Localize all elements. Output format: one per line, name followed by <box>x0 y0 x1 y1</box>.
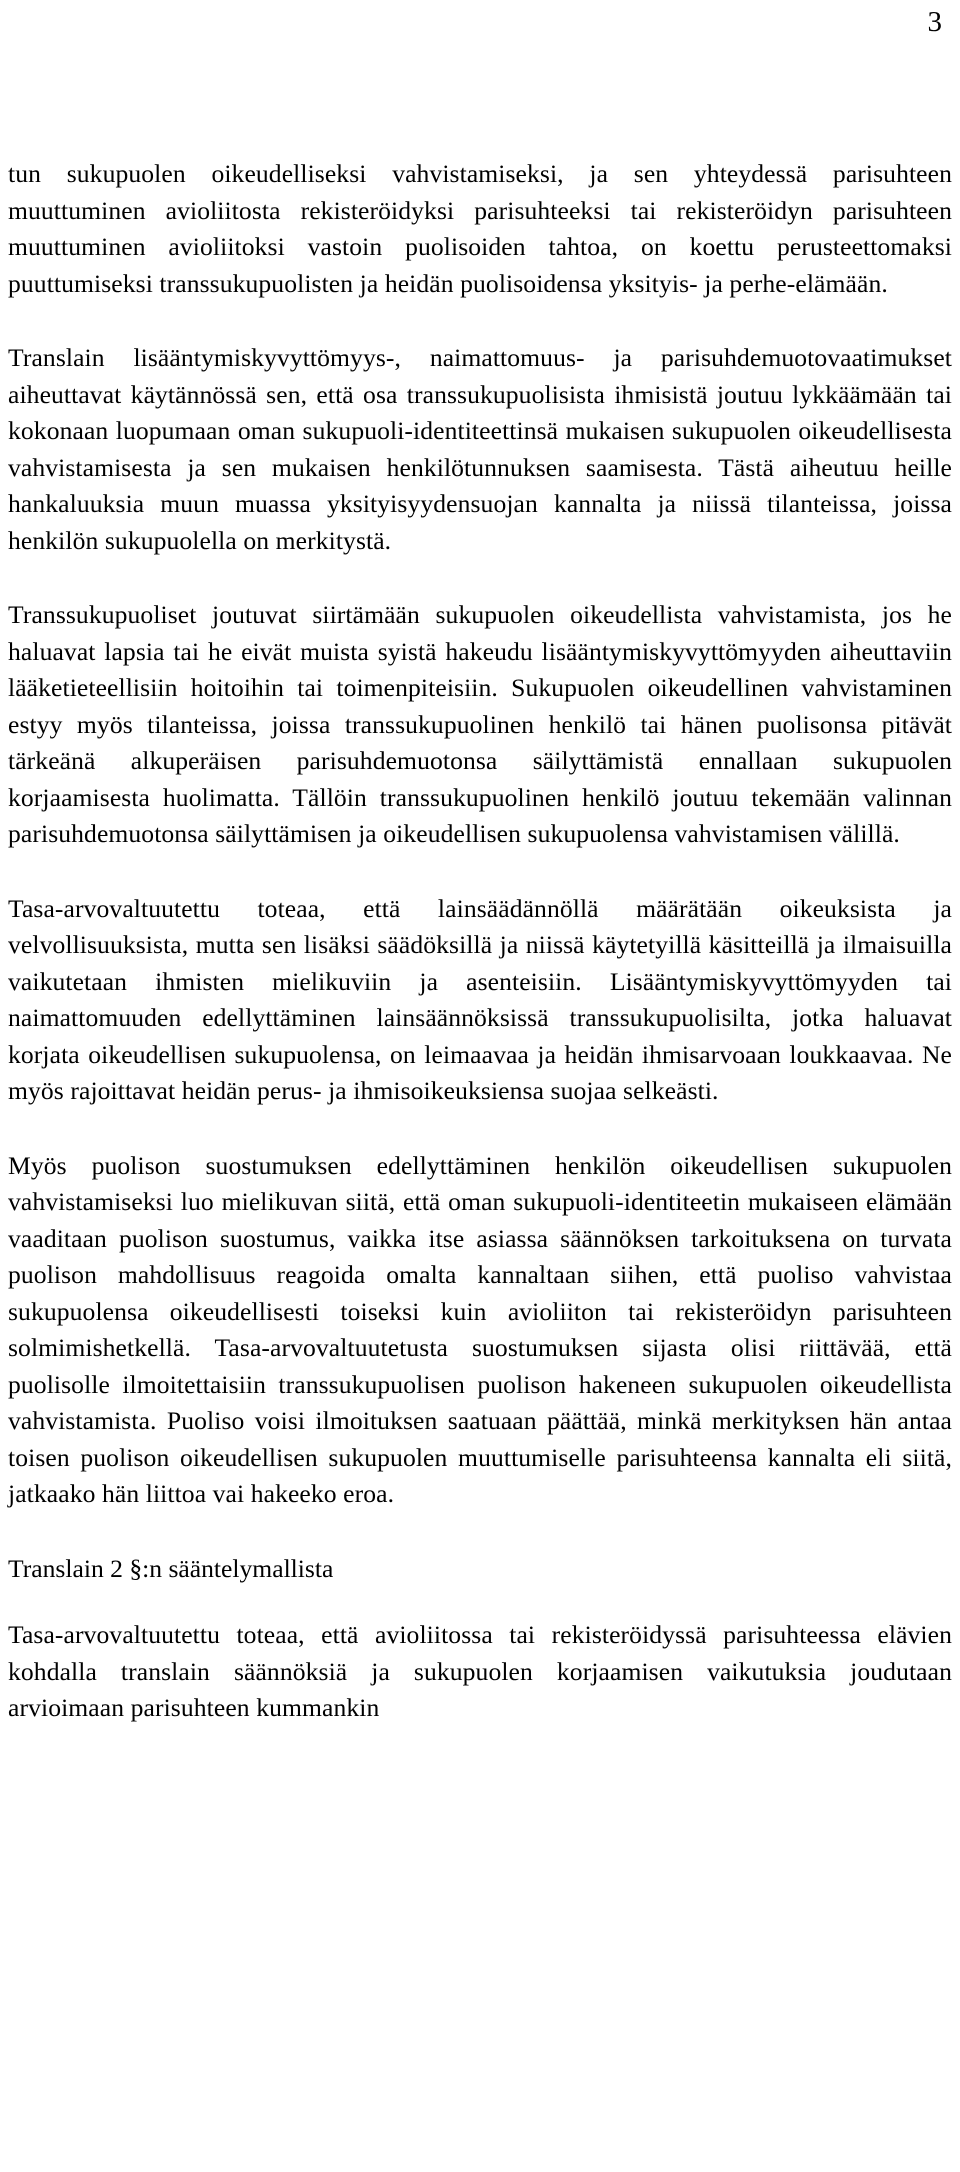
paragraph-4: Tasa-arvovaltuutettu toteaa, että lainsäädännöllä määrätään oikeuksista ja velvollisuuksista, mutta sen lisäksi säädöksillä ja niissä käytetyillä käsitteillä ja ilmaisuilla vaikutetaan ihmisten mielikuviin ja asenteisiin. Lisääntymiskyvyttömyyden tai naimattomuuden edellyttäminen lainsäännöksissä transsukupuolisilta, jotka haluavat korjata oikeudellisen sukupuolensa, on leimaavaa ja heidän ihmisarvoaan loukkaavaa. Ne myös rajoittavat heidän perus- ja ihmisoikeuksiensa suojaa selkeästi. <box>8 893 952 1105</box>
paragraph-3: Transsukupuoliset joutuvat siirtämään sukupuolen oikeudellista vahvistamista, jos he haluavat lapsia tai he eivät muista syistä hakeudu lisääntymiskyvyttömyyden aiheuttaviin lääketieteellisiin hoitoihin tai toimenpiteisiin. Sukupuolen oikeudellinen vahvistaminen estyy myös tilanteissa, joissa transsukupuolinen henkilö tai hänen puolisonsa pitävät tärkeänä alkuperäisen parisuhdemuotonsa säilyttämistä ennallaan sukupuolen korjaamisesta huolimatta. Tällöin transsukupuolinen henkilö joutuu tekemään valinnan parisuhdemuotonsa säilyttämisen ja oikeudellisen sukupuolensa vahvistamisen välillä. <box>8 600 952 848</box>
paragraph-2: Translain lisääntymiskyvyttömyys-, naimattomuus- ja parisuhdemuotovaatimukset aiheuttavat käytännössä sen, että osa transsukupuolisista ihmisistä joutuu lykkäämään tai kokonaan luopumaan oman sukupuoli-identiteettinsä mukaisen sukupuolen oikeudellisesta vahvistamisesta ja sen mukaisen henkilötunnuksen saamisesta. Tästä aiheutuu heille hankaluuksia muun muassa yksityisyydensuojan kannalta ja niissä tilanteissa, joissa henkilön sukupuolella on merkitystä. <box>8 343 952 555</box>
paragraph-6: Tasa-arvovaltuutettu toteaa, että avioliitossa tai rekisteröidyssä parisuhteessa elävien kohdalla translain säännöksiä ja sukupuolen korjaamisen vaikutuksia joudutaan arvioimaan parisuhteen kummankin <box>8 1620 952 1722</box>
section-heading: Translain 2 §:n sääntelymallista <box>8 1553 334 1583</box>
paragraph-1: tun sukupuolen oikeudelliseksi vahvistamiseksi, ja sen yhteydessä parisuhteen muuttuminen avioliitosta rekisteröidyksi parisuhteeksi tai rekisteröidyn parisuhteen muuttuminen avioliitoksi vastoin puolisoiden tahtoa, on koettu perusteettomaksi puuttumiseksi transsukupuolisten ja heidän puolisoidensa yksityis- ja perhe-elämään. <box>8 159 952 298</box>
page-number: 3 <box>927 6 942 38</box>
paragraph-5: Myös puolison suostumuksen edellyttäminen henkilön oikeudellisen sukupuolen vahvistamiseksi luo mielikuvan siitä, että oman sukupuoli-identiteetin mukaiseen elämään vaaditaan puolison suostumus, vaikka itse asiassa säännöksen tarkoituksena on turvata puolison mahdollisuus reagoida omalta kannaltaan siihen, että puoliso vahvistaa sukupuolensa oikeudellisesti toiseksi kuin avioliiton tai rekisteröidyn parisuhteen solmimishetkellä. Tasa-arvovaltuutetusta suostumuksen sijasta olisi riittävää, että puolisolle ilmoitettaisiin transsukupuolisen puolison hakeneen sukupuolen oikeudellista vahvistamista. Puoliso voisi ilmoituksen saatuaan päättää, minkä merkityksen hän antaa toisen puolison oikeudellisen sukupuolen muuttumiselle parisuhteensa kannalta eli siitä, jatkaako hän liittoa vai hakeeko eroa. <box>8 1150 952 1508</box>
document-body <box>8 156 952 1765</box>
